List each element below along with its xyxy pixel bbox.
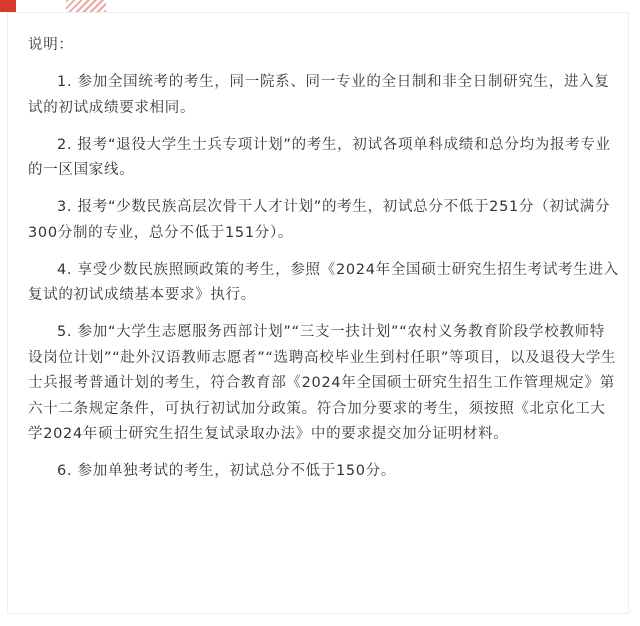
notes-text-block (28, 33, 620, 496)
top-stripe-pattern (66, 0, 106, 12)
notes-heading: 说明： (28, 37, 74, 53)
note-paragraph-1: 1. 参加全国统考的考生，同一院系、同一专业的全日制和非全日制研究生，进入复试的初试成绩要求相同。 (28, 74, 610, 116)
top-accent-bar (0, 0, 16, 12)
note-paragraph-2: 2. 报考“退役大学生士兵专项计划”的考生，初试各项单科成绩和总分均为报考专业的一区国家线。 (28, 136, 611, 178)
note-paragraph-4: 4. 享受少数民族照顾政策的考生，参照《2024年全国硕士研究生招生考试考生进入复试的初试成绩基本要求》执行。 (28, 261, 619, 303)
note-paragraph-3: 3. 报考“少数民族高层次骨干人才计划”的考生，初试总分不低于251分（初试满分300分制的专业，总分不低于151分）。 (28, 199, 611, 241)
note-paragraph-5: 5. 参加“大学生志愿服务西部计划”“三支一扶计划”“农村义务教育阶段学校教师特设岗位计划”“赴外汉语教师志愿者”“选聘高校毕业生到村任职”等项目，以及退役大学生士兵报考普通计划的考生，符合教育部《2024年全国硕士研究生招生工作管理规定》第六十二条规定条件，可执行初试加分政策。符合加分要求的考生，须按照《北京化工大学2024年硕士研究生招生复试录取办法》中的要求提交加分证明材料。 (28, 324, 617, 442)
note-paragraph-6: 6. 参加单独考试的考生，初试总分不低于150分。 (57, 463, 397, 479)
